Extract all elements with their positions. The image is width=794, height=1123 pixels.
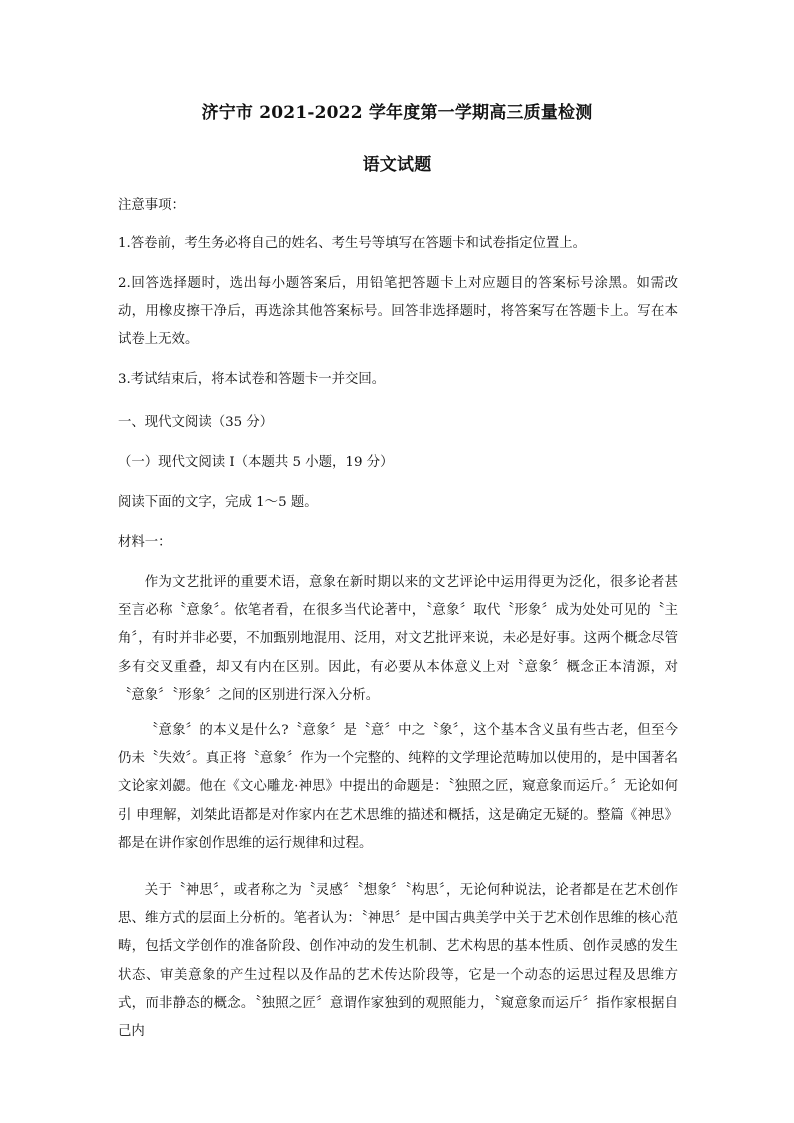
reading-instruction: 阅读下面的文字，完成 1～5 题。 bbox=[118, 495, 318, 510]
notice-heading: 注意事项： bbox=[118, 198, 185, 213]
subsection-heading: （一）现代文阅读 I（本题共 5 小题，19 分） bbox=[118, 455, 394, 470]
passage-paragraph-3: 关于〝神思〞，或者称之为〝灵感〞〝想象〞〝构思〞，无论何种说法，论者都是在艺术创作思、维方式的层面上分析的。笔者认为：〝神思〞是中国古典美学中关于艺术创作思维的核心范畴，包括文学创作的准备阶段、创作冲动的发生机制、艺术构思的基本性质、创作灵感的发生状态、审美意象的产生过程以及作品的艺术传达阶段等，它是一个动态的运思过程及思维方式，而非静态的概念。〝独照之匠〞意谓作家独到的观照能力，〝窥意象而运斤〞指作家根据自己内 bbox=[118, 883, 678, 1040]
document-title: 济宁市 2021-2022 学年度第一学期高三质量检测 bbox=[201, 103, 593, 123]
material-label: 材料一： bbox=[118, 535, 172, 550]
passage-paragraph-2: 〝意象〞的本义是什么?〝意象〞是〝意〞中之〝象〞，这个基本含义虽有些古老，但至今仍未〝失效〞。真正将〝意象〞作为一个完整的、纯粹的文学理论范畴加以使用的，是中国著名文论家刘勰。他在《文心雕龙·神思》中提出的命题是：〝独照之匠，窥意象而运斤。〞无论如何引 申理解，刘桀此语都是对作家内在艺术思维的描述和概括，这是确定无疑的。整篇《神思》都是在讲作家创作思维的运行规律和过程。 bbox=[118, 723, 678, 851]
notice-item-3: 3.考试结束后，将本试卷和答题卡一并交回。 bbox=[118, 372, 386, 387]
document-subtitle: 语文试题 bbox=[362, 155, 432, 175]
passage-paragraph-1: 作为文艺批评的重要术语，意象在新时期以来的文艺评论中运用得更为泛化，很多论者甚至言必称〝意象〞。依笔者看，在很多当代论著中，〝意象〞取代〝形象〞成为处处可见的〝主角〞，有时并非必要，不加甄别地混用、泛用，对文艺批评来说，未必是好事。这两个概念尽管多有交叉重叠，却又有内在区别。因此，有必要从本体意义上对〝意象〞概念正本清源，对〝意象〞〝形象〞之间的区别进行深入分析。 bbox=[118, 575, 678, 703]
notice-item-1: 1.答卷前，考生务必将自己的姓名、考生号等填写在答题卡和试卷指定位置上。 bbox=[118, 236, 587, 251]
section-heading: 一、现代文阅读（35 分） bbox=[118, 415, 274, 430]
notice-item-2: 2.回答选择题时，选出每小题答案后，用铅笔把答题卡上对应题目的答案标号涂黑。如需改动，用橡皮擦干净后，再选涂其他答案标号。回答非选择题时，将答案写在答题卡上。写在本试卷上无效。 bbox=[118, 276, 678, 348]
